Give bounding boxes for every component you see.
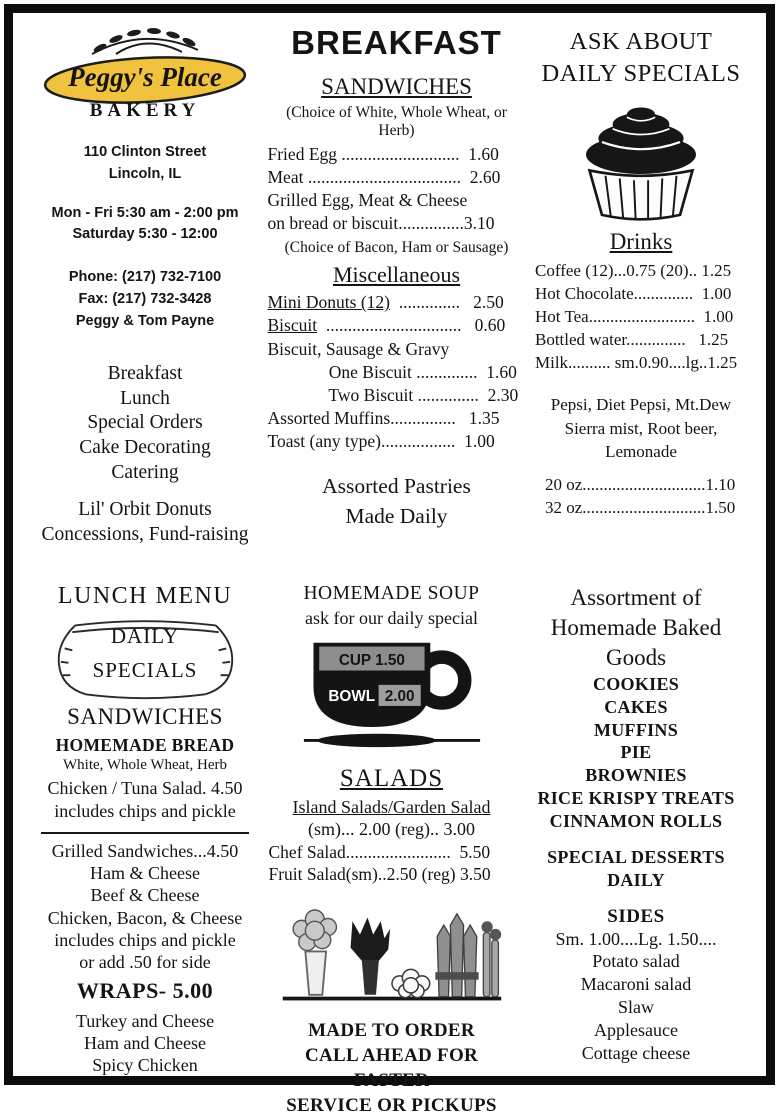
menu-line: Grilled Sandwiches...4.50 — [51, 840, 239, 861]
side-item: Applesauce — [594, 1020, 678, 1041]
menu-line: Chicken, Bacon, & Cheese — [47, 907, 243, 928]
meat-choice-note: (Choice of Bacon, Ham or Sausage) — [284, 239, 509, 257]
soda-list — [535, 393, 747, 463]
item-price: Two Biscuit .............. 2.30 — [267, 384, 519, 405]
order-note-line: SERVICE OR PICKUPS — [286, 1095, 497, 1117]
bottom-section — [32, 583, 747, 1118]
menu-line: Chicken / Tuna Salad. 4.50 — [47, 778, 243, 799]
homemade-soup-heading: HOMEMADE SOUP — [303, 583, 480, 605]
baked-item: BROWNIES — [585, 765, 687, 786]
menu-line: includes chips and pickle — [54, 800, 236, 821]
menu-line: Grilled Egg, Meat & Cheese — [267, 190, 468, 211]
service-item: Breakfast — [107, 363, 183, 385]
menu-line — [268, 361, 526, 384]
salad-price-line: (sm)... 2.00 (reg).. 3.00 — [308, 819, 475, 840]
drinks-heading: Drinks — [609, 228, 673, 254]
address-block — [32, 142, 258, 186]
breakfast-section — [268, 20, 526, 547]
address-line: 110 Clinton Street — [83, 144, 207, 160]
ask-about-line: ASK ABOUT — [569, 28, 713, 55]
fax-line: Fax: (217) 732-3428 — [78, 290, 212, 307]
miscellaneous-heading: Miscellaneous — [332, 262, 461, 288]
daily-specials-jar — [32, 614, 258, 702]
menu-line — [268, 338, 526, 361]
hours-line: Saturday 5:30 - 12:00 — [72, 226, 218, 243]
menu-line — [268, 314, 526, 337]
baked-item: COOKIES — [592, 673, 680, 694]
owners-line: Peggy & Tom Payne — [75, 312, 215, 329]
coffee-cup-icon — [296, 637, 488, 750]
side-item: Slaw — [618, 997, 654, 1018]
menu-line: Spicy Chicken — [92, 1055, 198, 1076]
page-content — [32, 20, 747, 1118]
size-line: 20 oz.............................1.10 — [545, 474, 736, 494]
baked-item: PIE — [620, 742, 652, 763]
miscellaneous-items — [268, 291, 526, 453]
extra-item: Concessions, Fund-raising — [41, 523, 249, 545]
drink-line: Milk.......... sm.0.90....lg..1.25 — [535, 353, 738, 373]
logo-script-text: Peggy's Place — [68, 62, 222, 92]
extra-item: Lil' Orbit Donuts — [78, 499, 212, 521]
service-item: Catering — [111, 461, 179, 483]
side-item: Macaroni salad — [580, 974, 692, 995]
ask-about-heading — [535, 26, 747, 91]
jar-specials-text: SPECIALS — [92, 658, 198, 683]
soup-cup-wrap — [269, 637, 515, 755]
item-price: Assorted Muffins............... 1.35 — [267, 407, 500, 428]
desserts-line: DAILY — [607, 869, 665, 890]
drinks-list — [535, 259, 747, 375]
soda-sizes — [535, 473, 747, 519]
pastries-note — [268, 471, 526, 531]
menu-line — [268, 430, 526, 453]
menu-line: Turkey and Cheese — [75, 1010, 215, 1031]
side-item: Potato salad — [592, 951, 680, 972]
baked-goods-list — [525, 673, 747, 833]
side-item: Cottage cheese — [581, 1042, 691, 1063]
menu-line — [268, 407, 526, 430]
order-note-line: CALL AHEAD FOR FASTER — [304, 1045, 479, 1092]
section-divider — [41, 832, 249, 834]
bowl-price-text: 2.00 — [384, 688, 415, 706]
drink-line: Coffee (12)...0.75 (20).. 1.25 — [535, 260, 732, 280]
vegetables-image-wrap — [269, 893, 515, 1013]
item-price: One Biscuit .............. 1.60 — [267, 361, 517, 382]
menu-line — [268, 291, 526, 314]
item-name: Biscuit, Sausage & Gravy — [267, 338, 450, 359]
menu-line: Beef & Cheese — [90, 885, 200, 906]
assortment-heading — [525, 583, 747, 673]
item-name: Biscuit — [267, 315, 318, 336]
soda-line: Lemonade — [605, 442, 677, 462]
service-item: Cake Decorating — [79, 436, 211, 458]
salad-price-line: Chef Salad........................ 5.50 — [268, 841, 491, 862]
vegetables-icon — [279, 893, 505, 1008]
specials-section — [535, 20, 747, 547]
hours-line: Mon - Fri 5:30 am - 2:00 pm — [51, 204, 239, 221]
soda-line: Pepsi, Diet Pepsi, Mt.Dew — [550, 395, 732, 415]
desserts-line: SPECIAL DESSERTS — [547, 846, 725, 867]
drink-line: Bottled water.............. 1.25 — [535, 329, 729, 349]
sides-heading: SIDES — [607, 905, 665, 927]
muffin-icon — [570, 103, 712, 222]
info-column — [32, 20, 258, 547]
bread-types-note: White, Whole Wheat, Herb — [63, 757, 227, 774]
menu-line: Fried Egg ........................... 1.60 — [267, 144, 499, 164]
baked-item: RICE KRISPY TREATS — [537, 788, 735, 809]
item-name: Mini Donuts (12) — [267, 292, 390, 313]
item-price: .............. 2.50 — [390, 292, 504, 313]
baked-goods-section — [525, 583, 747, 1118]
extras-list — [32, 498, 258, 547]
baked-item: MUFFINS — [593, 719, 679, 740]
baked-item: CAKES — [604, 696, 668, 717]
lunch-section — [32, 583, 258, 1118]
salad-price-line: Fruit Salad(sm)..2.50 (reg) 3.50 — [268, 863, 491, 884]
special-desserts — [525, 846, 747, 892]
lunch-sandwiches-heading: SANDWICHES — [67, 704, 223, 730]
pastries-line: Assorted Pastries — [322, 474, 471, 499]
hours-block — [32, 203, 258, 247]
service-item: Lunch — [120, 387, 170, 409]
services-list — [32, 362, 258, 485]
top-section — [32, 20, 747, 547]
phone-line: Phone: (217) 732-7100 — [68, 269, 222, 285]
bakery-logo — [34, 22, 256, 128]
bread-choice-note: (Choice of White, Whole Wheat, or Herb) — [286, 104, 507, 139]
address-line: Lincoln, IL — [108, 165, 182, 182]
cup-price-text: CUP 1.50 — [338, 651, 405, 669]
lunch-items-2 — [32, 840, 258, 974]
size-line: 32 oz.............................1.50 — [545, 497, 736, 517]
breakfast-sandwiches-heading: SANDWICHES — [321, 74, 472, 99]
logo-bakery-text: BAKERY — [89, 100, 201, 121]
pastries-line: Made Daily — [345, 504, 448, 529]
order-note-line: MADE TO ORDER — [308, 1019, 475, 1041]
jar-daily-text: DAILY — [110, 624, 180, 649]
menu-line: includes chips and pickle — [54, 930, 236, 951]
sides-list — [525, 928, 747, 1065]
side-item: Sm. 1.00....Lg. 1.50.... — [555, 928, 717, 949]
order-note — [269, 1018, 515, 1118]
homemade-bread-heading: HOMEMADE BREAD — [55, 735, 235, 756]
menu-line: or add .50 for side — [79, 952, 211, 973]
soup-salads-section — [269, 583, 515, 1118]
soda-line: Sierra mist, Root beer, — [564, 418, 718, 438]
breakfast-sandwich-items — [268, 143, 526, 235]
lunch-items-1 — [32, 777, 258, 822]
muffin-image-wrap — [535, 103, 747, 227]
menu-line: on bread or biscuit...............3.10 — [267, 213, 495, 234]
contact-block — [32, 267, 258, 332]
menu-line: Ham and Cheese — [84, 1033, 206, 1053]
drink-line: Hot Tea......................... 1.00 — [535, 306, 734, 326]
breakfast-title: BREAKFAST — [291, 24, 502, 61]
wraps-list — [32, 1010, 258, 1077]
menu-line: Ham & Cheese — [90, 863, 200, 884]
service-item: Special Orders — [87, 412, 203, 434]
island-salads-line: Island Salads/Garden Salad — [292, 797, 491, 818]
bowl-label-text: BOWL — [327, 688, 375, 706]
baked-item: CINNAMON ROLLS — [549, 811, 723, 832]
drink-line: Hot Chocolate.............. 1.00 — [535, 283, 732, 303]
item-price: Toast (any type)................. 1.00 — [267, 430, 495, 451]
assortment-line: Assortment of — [570, 585, 702, 611]
salads-heading: SALADS — [339, 765, 444, 793]
menu-line: Meat ................................... 2.60 — [267, 167, 501, 188]
lunch-menu-heading: LUNCH MENU — [57, 583, 233, 610]
item-price: ............................... 0.60 — [317, 315, 506, 336]
menu-line — [268, 384, 526, 407]
ask-about-line: DAILY SPECIALS — [541, 60, 741, 88]
assortment-line: Homemade Baked — [550, 615, 722, 641]
soup-subtitle: ask for our daily special — [305, 608, 478, 629]
wraps-heading: WRAPS- 5.00 — [76, 977, 214, 1003]
assortment-line: Goods — [605, 644, 667, 670]
